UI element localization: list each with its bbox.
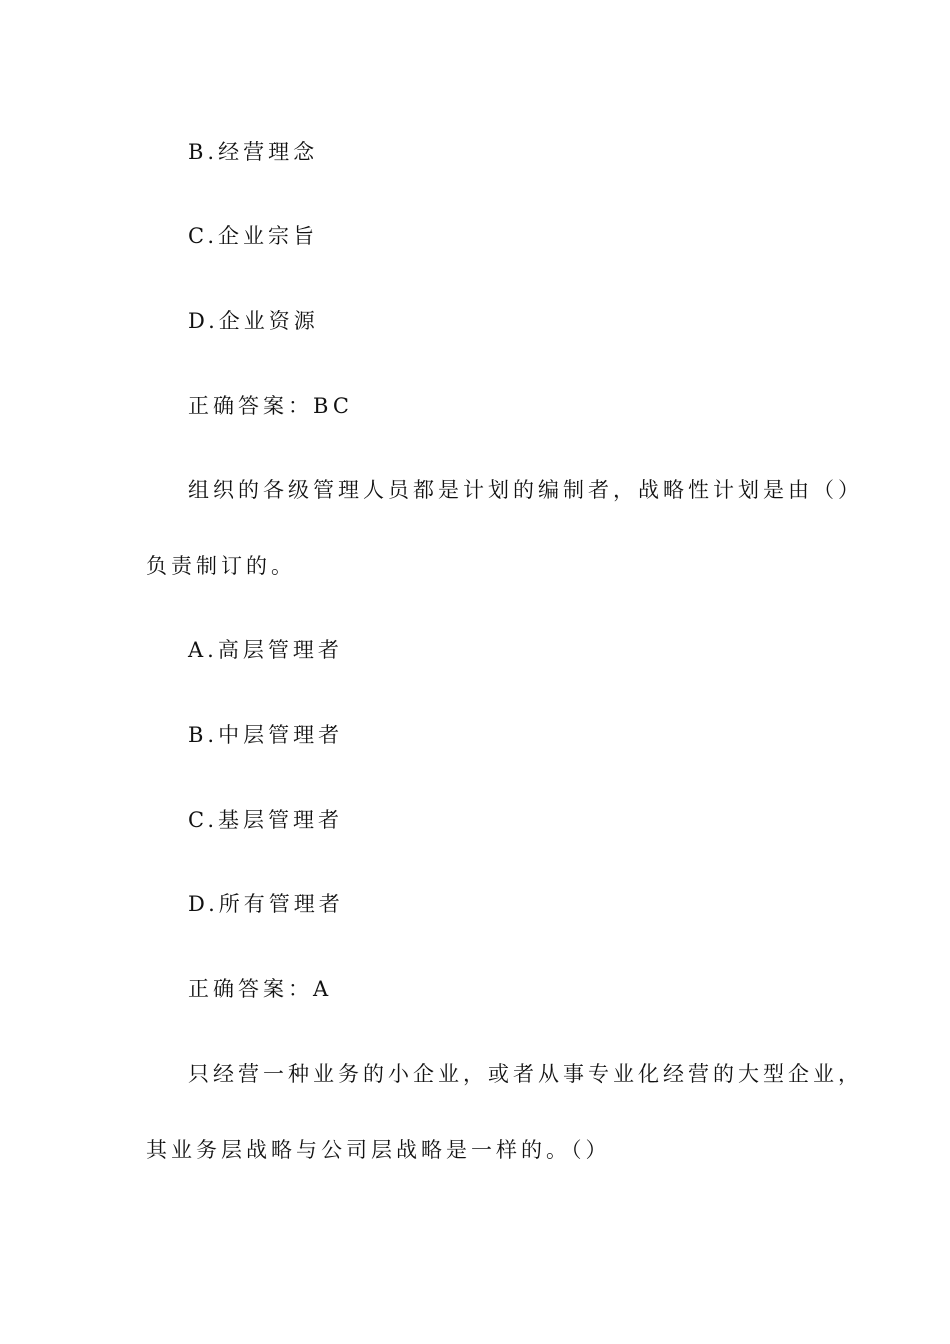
q2-option-a: A.高层管理者	[188, 638, 343, 662]
q2-option-d: D.所有管理者	[188, 892, 344, 916]
q2-question-line2: 负责制订的。	[146, 554, 296, 578]
q2-answer: 正确答案：A	[188, 977, 333, 1001]
q3-question-line2: 其业务层战略与公司层战略是一样的。（）	[146, 1138, 611, 1162]
q2-option-b: B.中层管理者	[188, 723, 344, 747]
q1-option-b: B.经营理念	[188, 140, 319, 164]
q2-question-line1: 组织的各级管理人员都是计划的编制者，战略性计划是由（）	[188, 478, 863, 502]
q1-option-d: D.企业资源	[188, 309, 319, 333]
q1-option-c: C.企业宗旨	[188, 224, 318, 248]
q3-question-line1: 只经营一种业务的小企业，或者从事专业化经营的大型企业，	[188, 1062, 863, 1086]
q2-option-c: C.基层管理者	[188, 808, 343, 832]
q1-answer: 正确答案：BC	[188, 394, 353, 418]
